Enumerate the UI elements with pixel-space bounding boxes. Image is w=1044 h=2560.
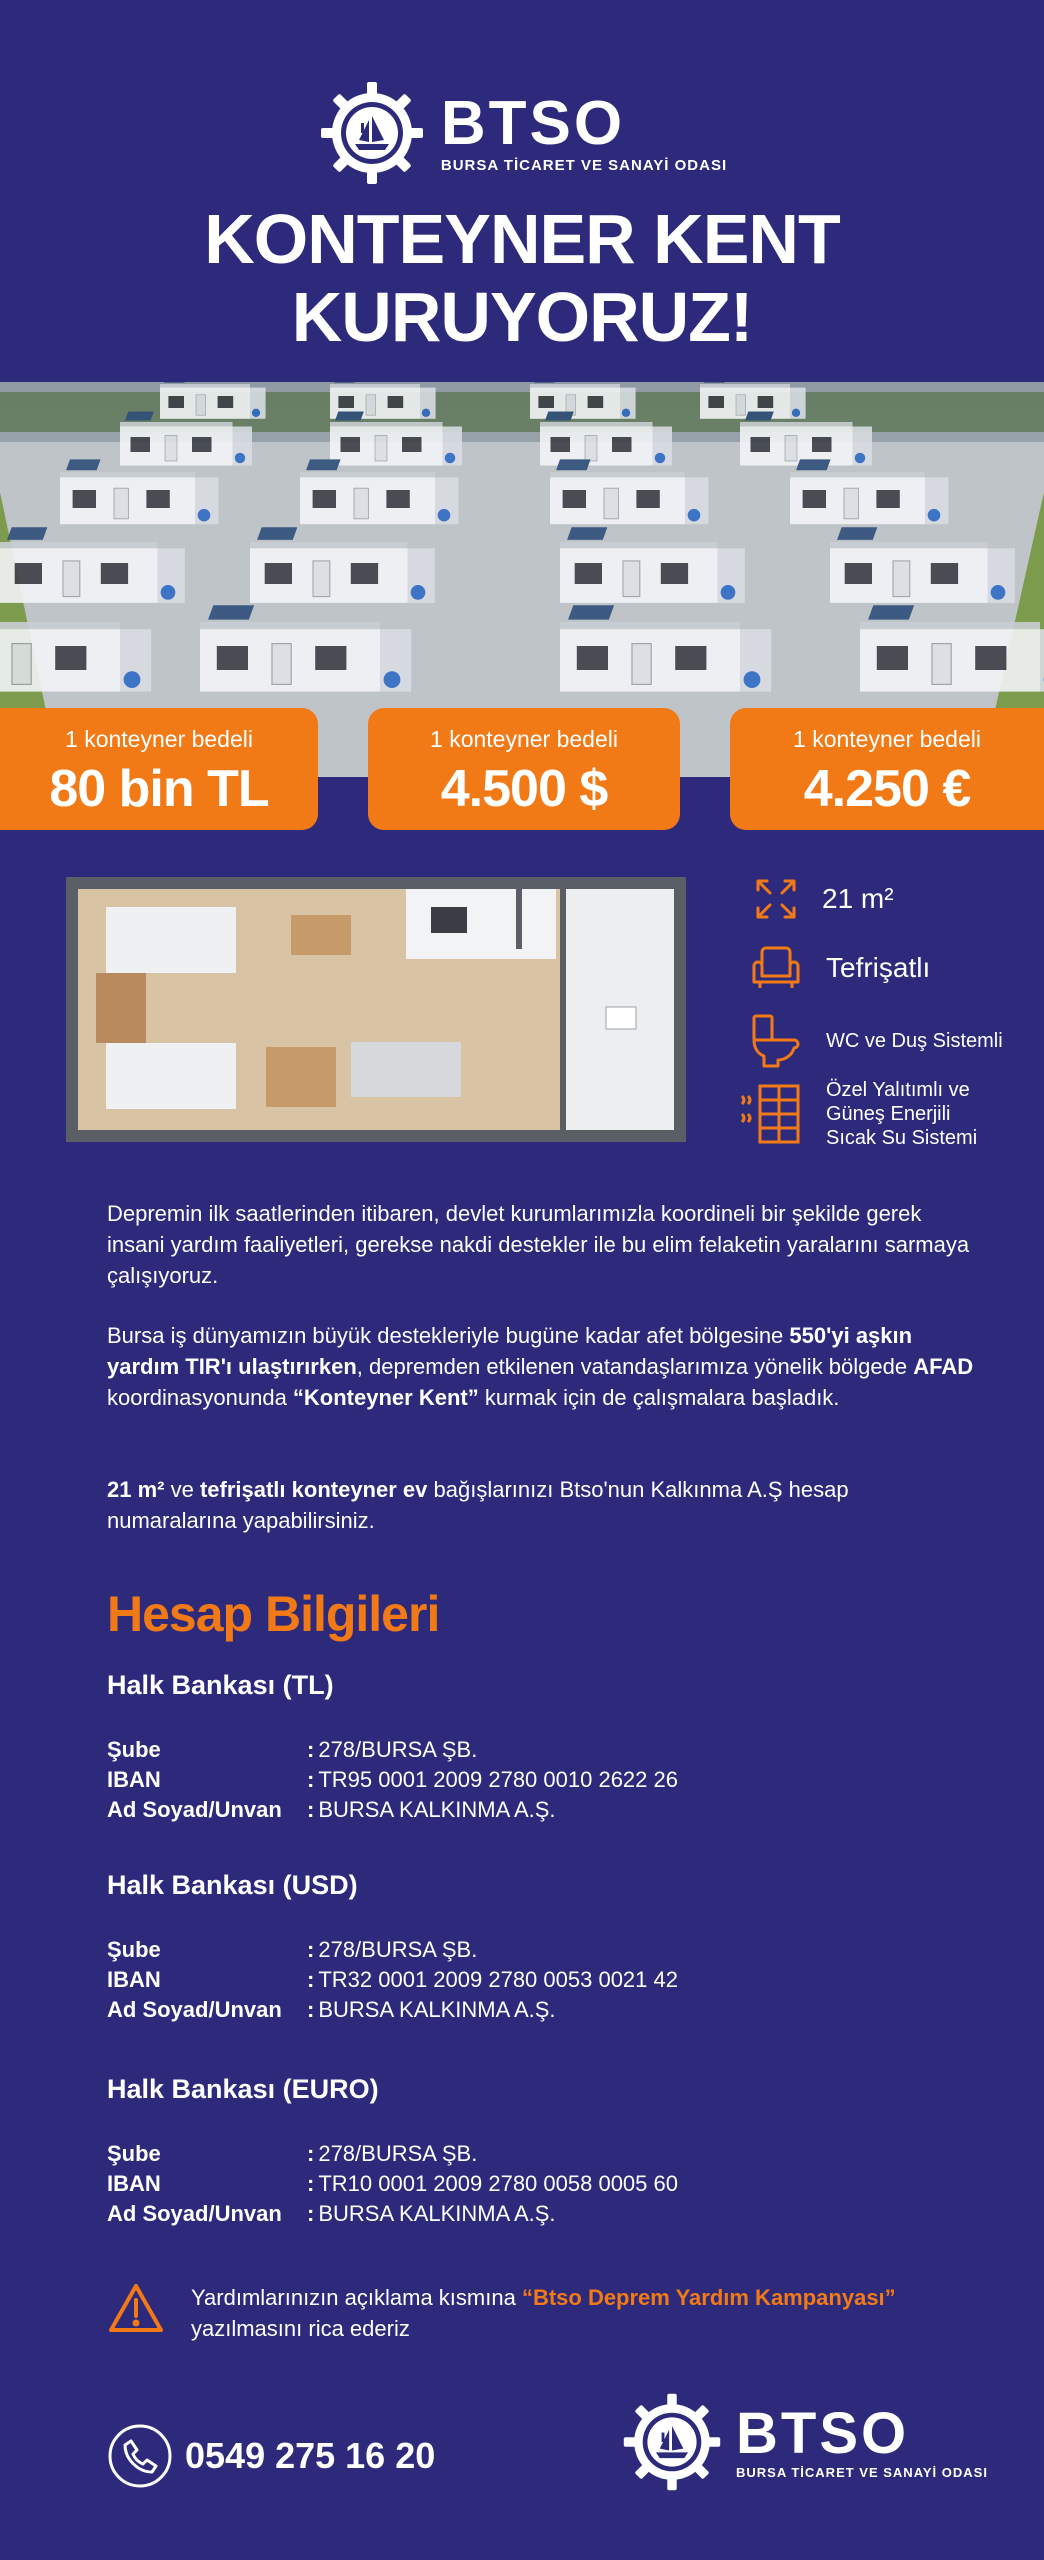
account-row: Ad Soyad/Unvan : BURSA KALKINMA A.Ş.	[107, 2201, 556, 2226]
headline	[0, 200, 1044, 356]
toilet-icon	[748, 1012, 804, 1070]
footer-logo	[620, 2390, 988, 2494]
brand-subtitle: BURSA TİCARET VE SANAYİ ODASI	[736, 2464, 988, 2480]
feature-furnished	[748, 940, 930, 996]
brand-name: BTSO	[736, 2400, 910, 2466]
feature-text-lines: Özel Yalıtımlı ve Güneş Enerjili Sıcak Su Sistemi	[826, 1079, 978, 1149]
feature-text: Tefrişatlı	[826, 952, 931, 983]
account-row: Ad Soyad/Unvan : BURSA KALKINMA A.Ş.	[107, 1797, 556, 1822]
account-row: IBAN : TR95 0001 2009 2780 0010 2622 26	[107, 1767, 678, 1792]
feature-insulation	[738, 1078, 977, 1150]
phone-contact[interactable]	[107, 2423, 435, 2489]
price-value: 80 bin TL	[49, 760, 269, 818]
phone-icon	[107, 2423, 173, 2489]
armchair-icon	[748, 940, 804, 996]
feature-area	[752, 875, 894, 923]
header-logo	[0, 78, 1044, 188]
note-text: Yardımlarınızın açıklama kısmına “Btso Deprem Yardım Kampanyası” yazılmasını rica ederiz	[191, 2285, 896, 2341]
account-row: IBAN : TR32 0001 2009 2780 0053 0021 42	[107, 1967, 678, 1992]
btso-gear-seal-icon	[317, 78, 427, 188]
solar-heater-icon	[738, 1082, 804, 1146]
expand-arrows-icon	[752, 875, 800, 923]
donation-paragraph: 21 m² ve tefrişatlı konteyner ev bağışlarınızı Btso'nun Kalkınma A.Ş hesap numaralarına yapabilirsiniz.	[107, 1477, 849, 1533]
btso-gear-seal-icon	[620, 2390, 724, 2494]
account-row: Şube : 278/BURSA ŞB.	[107, 1937, 478, 1962]
price-value: 4.250 €	[803, 760, 971, 818]
warning-icon	[107, 2282, 165, 2334]
account-row: Şube : 278/BURSA ŞB.	[107, 1737, 478, 1762]
account-row: Ad Soyad/Unvan : BURSA KALKINMA A.Ş.	[107, 1997, 556, 2022]
feature-text: WC ve Duş Sistemli	[826, 1030, 1003, 1052]
donation-note	[107, 2282, 1007, 2344]
container-floor-plan	[66, 877, 686, 1142]
campaign-paragraph: Bursa iş dünyamızın büyük destekleriyle bugüne kadar afet bölgesine 550'yi aşkın yardım TIR'ı ulaştırırken, depremden etkilenen vatandaşlarımıza yönelik bölgede AFAD koordinasyonunda “Konteyner Kent” kurmak için de çalışmalara başladık.	[107, 1323, 974, 1410]
headline-line-1: KONTEYNER KENT	[204, 200, 840, 278]
brand-name: BTSO	[440, 88, 626, 158]
brand-subtitle: BURSA TİCARET VE SANAYİ ODASI	[440, 156, 728, 174]
bank-name: Halk Bankası (TL)	[107, 1670, 334, 1700]
intro-paragraph: Depremin ilk saatlerinden itibaren, devlet kurumlarımızla koordineli bir şekilde gerek insani yardım faaliyetleri, gerekse nakdi destekler ile bu elim felaketin yaralarını sarmaya çalışıyoruz.	[107, 1201, 970, 1288]
account-row: Şube : 278/BURSA ŞB.	[107, 2141, 478, 2166]
accounts-title: Hesap Bilgileri	[107, 1586, 440, 1642]
bank-name: Halk Bankası (USD)	[107, 1870, 358, 1900]
feature-wc	[748, 1012, 1003, 1070]
price-value: 4.500 $	[440, 760, 608, 818]
price-label: 1 konteyner bedeli	[793, 726, 981, 752]
price-card-usd	[368, 708, 680, 830]
bank-name: Halk Bankası (EURO)	[107, 2074, 379, 2104]
price-label: 1 konteyner bedeli	[430, 726, 618, 752]
price-card-eur	[730, 708, 1044, 830]
feature-text: 21 m²	[822, 883, 894, 914]
price-label: 1 konteyner bedeli	[65, 726, 253, 752]
phone-number[interactable]: 0549 275 16 20	[185, 2435, 436, 2476]
price-card-tl	[0, 708, 318, 830]
account-row: IBAN : TR10 0001 2009 2780 0058 0005 60	[107, 2171, 678, 2196]
headline-line-2: KURUYORUZ!	[291, 278, 753, 356]
